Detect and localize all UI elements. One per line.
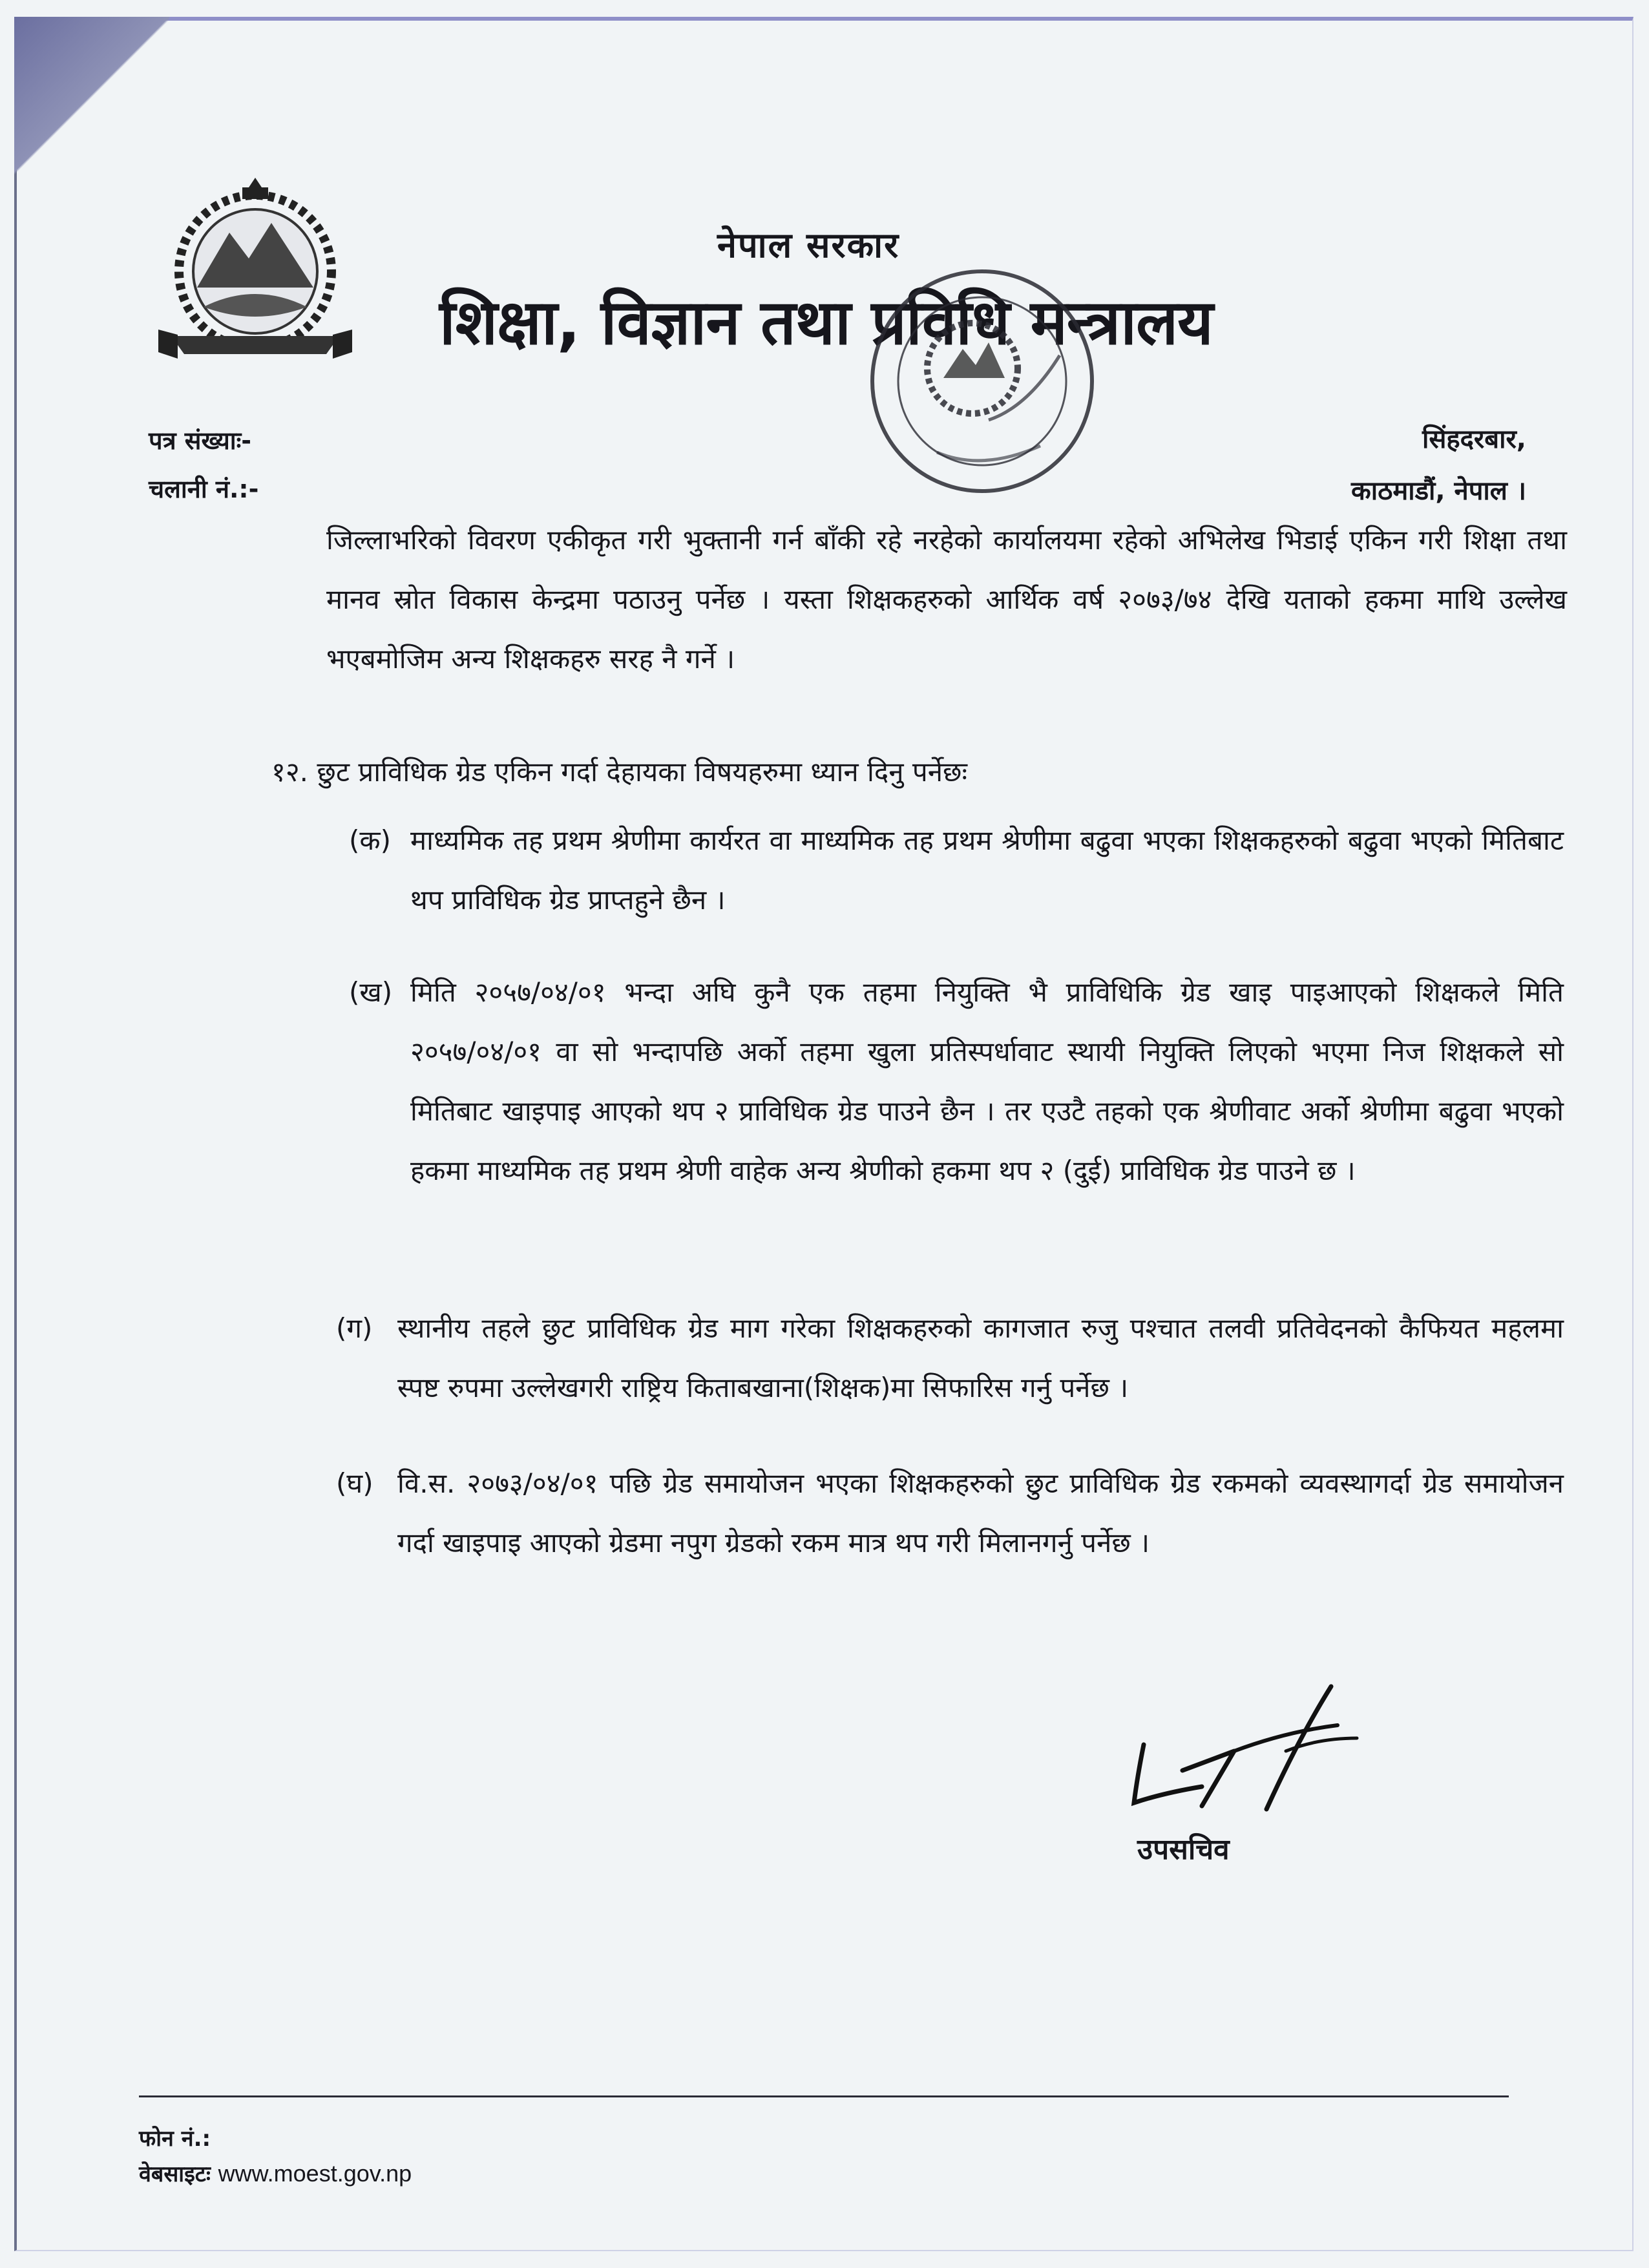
section-heading: १२. छुट प्राविधिक ग्रेड एकिन गर्दा देहायका विषयहरुमा ध्यान दिनु पर्नेछः xyxy=(271,756,967,788)
intro-paragraph: जिल्लाभरिको विवरण एकीकृत गरी भुक्तानी गर्न बाँकी रहे नरहेको कार्यालयमा रहेको अभिलेख भिडाई एकिन गरी शिक्षा तथा मानव स्रोत विकास केन्द्रमा पठाउनु पर्नेछ । यस्ता शिक्षकहरुको आर्थिक वर्ष २०७३/७४ देखि यताको हकमा माथि उल्लेख भएबमोजिम अन्य शिक्षकहरु सरह नै गर्ने । xyxy=(326,524,1567,675)
footer-divider xyxy=(139,2095,1509,2097)
ministry-name: शिक्षा, विज्ञान तथा प्रविधि मन्त्रालय xyxy=(439,286,1213,359)
letter-number-label: पत्र संख्याः- xyxy=(149,426,252,455)
list-item-marker: (ख) xyxy=(349,976,393,1008)
footer-website xyxy=(139,2158,412,2188)
footer-phone-label: फोन नं.: xyxy=(139,2126,211,2152)
list-item-marker: (ग) xyxy=(336,1312,373,1344)
footer-website-link[interactable]: www.moest.gov.np xyxy=(218,2160,412,2187)
handwritten-signature-icon xyxy=(1124,1674,1370,1822)
government-name: नेपाल सरकार xyxy=(717,225,900,266)
address-line-1: सिंहदरबार, xyxy=(1422,425,1526,454)
list-item xyxy=(349,963,1564,1201)
ministry-round-stamp-icon xyxy=(859,258,1105,504)
list-item xyxy=(336,1454,1564,1573)
list-item-marker: (घ) xyxy=(336,1467,373,1499)
list-item-text: मिति २०५७/०४/०१ भन्दा अघि कुनै एक तहमा नियुक्ति भै प्राविधिकि ग्रेड खाइ पाइआएको शिक्षकले मिति २०५७/०४/०१ वा सो भन्दापछि अर्को तहमा खुला प्रतिस्पर्धावाट स्थायी नियुक्ति लिएको भएमा निज शिक्षकले सो मितिबाट खाइपाइ आएको थप २ प्राविधिक ग्रेड पाउने छैन । तर एउटै तहको एक श्रेणीवाट अर्को श्रेणीमा बढुवा भएको हकमा माध्यमिक तह प्रथम श्रेणी वाहेक अन्य श्रेणीको हकमा थप २ (दुई) प्राविधिक ग्रेड पाउने छ । xyxy=(410,976,1564,1186)
footer-website-label: वेबसाइटः xyxy=(139,2161,211,2187)
dispatch-number-label: चलानी नं.:- xyxy=(149,475,259,503)
scan-corner-shadow xyxy=(14,17,169,185)
address-line-2: काठमाडौं, नेपाल । xyxy=(1351,476,1526,506)
signatory-title: उपसचिव xyxy=(1137,1833,1230,1866)
list-item-text: स्थानीय तहले छुट प्राविधिक ग्रेड माग गरेका शिक्षकहरुको कागजात रुजु पश्चात तलवी प्रतिवेदनको कैफियत महलमा स्पष्ट रुपमा उल्लेखगरी राष्ट्रिय किताबखाना(शिक्षक)मा सिफारिस गर्नु पर्नेछ । xyxy=(397,1312,1564,1403)
list-item-marker: (क) xyxy=(349,824,392,856)
list-item-text: वि.स. २०७३/०४/०१ पछि ग्रेड समायोजन भएका शिक्षकहरुको छुट प्राविधिक ग्रेड रकमको व्यवस्थागर्दा ग्रेड समायोजन गर्दा खाइपाइ आएको ग्रेडमा नपुग ग्रेडको रकम मात्र थप गरी मिलानगर्नु पर्नेछ । xyxy=(397,1467,1564,1559)
nepal-government-emblem-icon xyxy=(152,174,359,381)
list-item xyxy=(349,811,1564,930)
list-item-text: माध्यमिक तह प्रथम श्रेणीमा कार्यरत वा माध्यमिक तह प्रथम श्रेणीमा बढुवा भएका शिक्षकहरुको बढुवा भएको मितिबाट थप प्राविधिक ग्रेड प्राप्तहुने छैन । xyxy=(410,824,1564,916)
list-item xyxy=(336,1299,1564,1418)
